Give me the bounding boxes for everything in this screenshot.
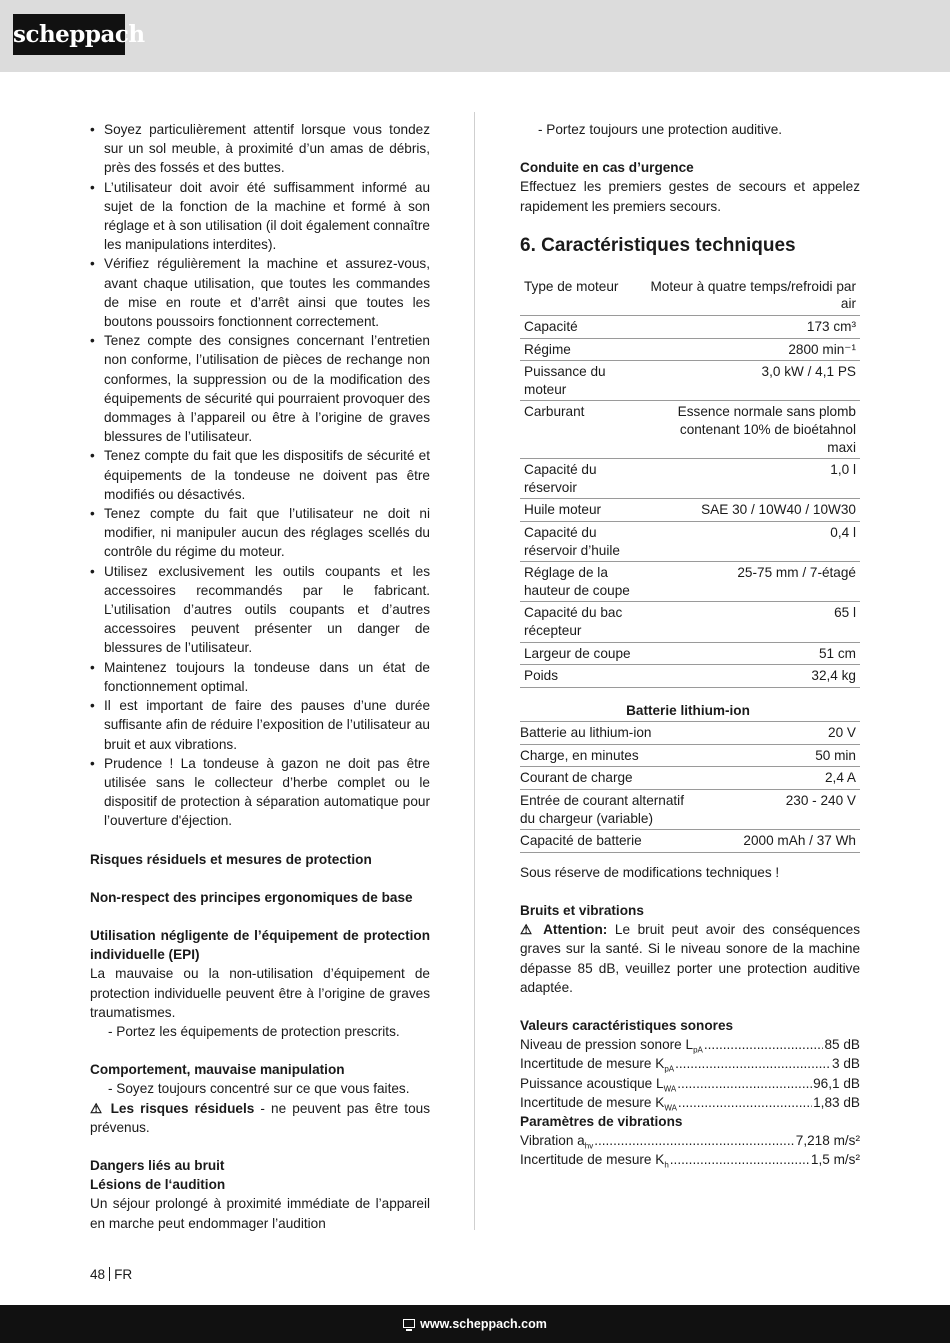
spec-value: 20 V	[694, 722, 860, 745]
spec-value: 51 cm	[646, 642, 860, 665]
sound-subscript: pA	[664, 1065, 675, 1075]
sound-value-row	[520, 1035, 860, 1054]
technical-spec-table	[520, 276, 860, 688]
list-item: • Soyez particulièrement attentif lorsque vous tondez sur un sol meuble, à proximité d’un amas de débris, près des fossés et des buttes.	[90, 120, 430, 178]
list-item: • Utilisez exclusivement les outils coupants et les accessoires recommandés par le fabricant. L’utilisation d’autres outils coupants et d’autres accessoires peuvent présenter un danger de blessures de l’utilisateur.	[90, 562, 430, 658]
sound-label: Incertitude de mesure K	[520, 1056, 665, 1072]
vibration-heading: Paramètres de vibrations	[520, 1114, 683, 1130]
vibration-value-row	[520, 1131, 860, 1150]
safety-bullet-list	[90, 120, 430, 831]
reserve-note: Sous réserve de modifications techniques !	[520, 864, 780, 880]
spec-value: 32,4 kg	[646, 665, 860, 688]
vibration-subscript: h	[664, 1161, 669, 1171]
sound-label: Puissance acoustique L	[520, 1075, 664, 1091]
table-row	[520, 830, 860, 853]
sound-value: 1,83 dB	[813, 1094, 860, 1110]
left-column	[90, 120, 430, 1233]
behaviour-heading: Comportement, mauvaise manipulation	[90, 1062, 345, 1078]
table-row	[520, 790, 860, 830]
brand-logo: scheppach	[13, 14, 125, 55]
spec-key: Capacité du bac récepteur	[520, 602, 646, 642]
spec-key: Largeur de coupe	[520, 642, 646, 665]
section-title: 6. Caractéristiques techniques	[520, 234, 796, 256]
table-row	[520, 665, 860, 688]
ppe-instruction: - Portez les équipements de protection prescrits.	[108, 1023, 400, 1039]
page-number-value: 48	[90, 1267, 106, 1282]
spec-key: Carburant	[520, 401, 646, 459]
table-row	[520, 744, 860, 767]
noise-vibration-heading: Bruits et vibrations	[520, 903, 644, 919]
header-bar	[0, 0, 950, 72]
attention-label: ⚠ Attention:	[520, 922, 608, 938]
sound-label: Niveau de pression sonore L	[520, 1037, 694, 1053]
sound-value-row	[520, 1054, 860, 1073]
spec-value: SAE 30 / 10W40 / 10W30	[646, 499, 860, 522]
right-column	[520, 120, 860, 1170]
spec-value: 2000 mAh / 37 Wh	[694, 830, 860, 853]
spec-value: 1,0 l	[646, 459, 860, 499]
spec-key: Type de moteur	[520, 276, 646, 316]
sound-value: 85 dB	[824, 1037, 860, 1053]
spec-value: 65 l	[646, 602, 860, 642]
spec-key: Courant de charge	[520, 767, 694, 790]
website-link[interactable]	[0, 1315, 950, 1334]
attention-paragraph	[520, 920, 860, 997]
table-row	[520, 642, 860, 665]
spec-key: Batterie au lithium-ion	[520, 722, 694, 745]
residual-risks-heading: Risques résiduels et mesures de protection	[90, 851, 372, 867]
list-item: • Tenez compte du fait que l’utilisateur ne doit ni modifier, ni manipuler aucun des réglages scellés du contrôle du régime du moteur.	[90, 504, 430, 562]
footer-bar	[0, 1305, 950, 1343]
sound-value-row	[520, 1074, 860, 1093]
list-item: • Tenez compte des consignes concernant l’entretien non conforme, l’utilisation de pièces de rechange non conformes, la suppression ou de la modification des équipements de sécurité qui pourraient provoquer des dommages à l’appareil ou être à l’origine de graves blessures de l’utilisateur.	[90, 331, 430, 446]
spec-key: Entrée de courant alternatif du chargeur (variable)	[520, 790, 694, 830]
list-item: • Vérifiez régulièrement la machine et assurez-vous, avant chaque utilisation, que toutes les commandes de mise en route et d’arrêt ainsi que toutes les boutons poussoirs fonctionnent correctement.	[90, 254, 430, 331]
sound-value: 3 dB	[832, 1056, 860, 1072]
website-url: www.scheppach.com	[420, 1317, 547, 1331]
spec-key: Puissance du moteur	[520, 361, 646, 401]
spec-key: Capacité du réservoir d’huile	[520, 521, 646, 561]
spec-key: Charge, en minutes	[520, 744, 694, 767]
emergency-text: Effectuez les premiers gestes de secours et appelez rapidement les premiers secours.	[520, 179, 860, 214]
warning-text: - ne peuvent pas être tous prévenus.	[90, 1100, 430, 1135]
table-row	[520, 361, 860, 401]
vibration-subscript: hv	[584, 1142, 594, 1151]
sound-subscript: pA	[693, 1045, 703, 1055]
spec-value: 3,0 kW / 4,1 PS	[646, 361, 860, 401]
sound-values-heading: Valeurs caractéristiques sonores	[520, 1018, 734, 1034]
table-row	[520, 338, 860, 361]
spec-value: Essence normale sans plomb contenant 10% de bioétahnol maxi	[646, 401, 860, 459]
spec-value: 0,4 l	[646, 521, 860, 561]
table-row	[520, 722, 860, 745]
sound-subscript: WA	[664, 1103, 677, 1113]
spec-key: Capacité	[520, 316, 646, 339]
list-item: • Il est important de faire des pauses d’une durée suffisante afin de réduire l’exposition de l’utilisateur au bruit et aux vibrations.	[90, 696, 430, 754]
battery-table-title: Batterie lithium-ion	[520, 700, 860, 722]
spec-key: Capacité de batterie	[520, 830, 694, 853]
table-row	[520, 401, 860, 459]
table-row	[520, 316, 860, 339]
table-row	[520, 602, 860, 642]
table-row	[520, 499, 860, 522]
ppe-heading: Utilisation négligente de l’équipement de protection individuelle (EPI)	[90, 927, 430, 963]
column-divider	[474, 112, 475, 1230]
spec-key: Régime	[520, 338, 646, 361]
list-item: • L’utilisateur doit avoir été suffisamment informé au sujet de la fonction de la machine et formé à son réglage et à son utilisation (il doit également connaître les manipulations interdites).	[90, 178, 430, 255]
vibration-value: 1,5 m/s²	[810, 1152, 860, 1168]
spec-key: Poids	[520, 665, 646, 688]
vibration-value: 7,218 m/s²	[795, 1133, 860, 1149]
list-item: • Tenez compte du fait que les dispositifs de sécurité et équipements de la tondeuse ne doivent pas être modifiés ou désactivés.	[90, 446, 430, 504]
sound-label: Incertitude de mesure K	[520, 1094, 665, 1110]
table-row	[520, 562, 860, 602]
emergency-heading: Conduite en cas d’urgence	[520, 160, 694, 176]
spec-key: Capacité du réservoir	[520, 459, 646, 499]
ergonomics-heading: Non-respect des principes ergonomiques de base	[90, 889, 413, 905]
noise-danger-heading: Dangers liés au bruit	[90, 1157, 225, 1173]
sound-subscript: WA	[663, 1084, 677, 1094]
hearing-protection-instruction: - Portez toujours une protection auditive.	[538, 122, 783, 137]
vibration-value-row	[520, 1150, 860, 1169]
vibration-label: Incertitude de mesure K	[520, 1152, 665, 1168]
ppe-text: La mauvaise ou la non-utilisation d’équipement de protection individuelle peuvent être à l’origine de graves traumatismes.	[90, 966, 430, 1020]
residual-risks-warning	[90, 1099, 430, 1137]
spec-key: Huile moteur	[520, 499, 646, 522]
spec-value: 230 - 240 V	[694, 790, 860, 830]
sound-value-row	[520, 1093, 860, 1112]
table-row	[520, 276, 860, 316]
spec-value: 50 min	[694, 744, 860, 767]
spec-value: 173 cm³	[646, 316, 860, 339]
spec-value: 25-75 mm / 7-étagé	[646, 562, 860, 602]
page-number	[90, 1265, 132, 1284]
language-code: FR	[114, 1267, 133, 1282]
noise-danger-text: Un séjour prolongé à proximité immédiate de l’appareil en marche peut endommager l’audition	[90, 1196, 430, 1231]
warning-label: ⚠ Les risques résiduels	[90, 1100, 255, 1116]
hearing-damage-heading: Lésions de l‘audition	[90, 1177, 226, 1193]
vibration-label: Vibration a	[520, 1133, 585, 1149]
table-row	[520, 521, 860, 561]
attention-text: Le bruit peut avoir des conséquences graves sur la santé. Si le niveau sonore de la machine dépasse 85 dB, veuillez porter une protection auditive adaptée.	[520, 922, 860, 995]
battery-spec-table	[520, 700, 860, 853]
list-item: • Prudence ! La tondeuse à gazon ne doit pas être utilisée sans le collecteur d’herbe complet ou le dispositif de protection à séparation automatique pour l’ouverture d'éjection.	[90, 754, 430, 831]
list-item: • Maintenez toujours la tondeuse dans un état de fonctionnement optimal.	[90, 658, 430, 696]
table-row	[520, 767, 860, 790]
sound-value: 96,1 dB	[813, 1075, 860, 1091]
spec-key: Réglage de la hauteur de coupe	[520, 562, 646, 602]
spec-value: 2,4 A	[694, 767, 860, 790]
spec-value: 2800 min⁻¹	[646, 338, 860, 361]
table-row	[520, 459, 860, 499]
monitor-icon	[403, 1319, 415, 1328]
table-header-row	[520, 700, 860, 722]
behaviour-instruction: - Soyez toujours concentré sur ce que vous faites.	[108, 1081, 410, 1097]
spec-value: Moteur à quatre temps/refroidi par air	[646, 276, 860, 316]
